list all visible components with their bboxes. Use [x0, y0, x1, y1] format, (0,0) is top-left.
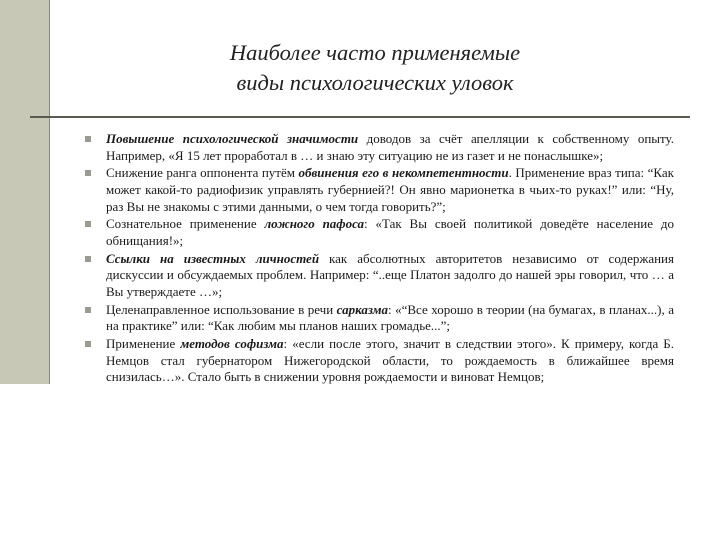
bullet-emphasis: ложного пафоса	[264, 216, 365, 232]
bullet-item	[84, 216, 674, 249]
bullet-emphasis: сарказма	[336, 301, 389, 317]
bullet-text: : «“Все хорошо в теории (на бумагах, в планах...), а на практике” или: “Как любим мы планов наших громадье...”;	[106, 301, 674, 334]
bullet-item	[84, 251, 674, 301]
title-divider	[30, 116, 690, 118]
slide-title	[140, 38, 610, 98]
bullet-item	[84, 336, 674, 386]
bullet-list	[84, 131, 674, 387]
square-bullet-icon	[85, 221, 91, 227]
bullet-item	[84, 302, 674, 335]
bullet-text-pre: Применение	[106, 336, 181, 352]
bullet-text-pre: Снижение ранга оппонента путём	[106, 165, 299, 181]
square-bullet-icon	[85, 307, 91, 313]
side-decor-band	[0, 0, 49, 384]
square-bullet-icon	[85, 341, 91, 347]
bullet-emphasis: методов софизма	[180, 336, 284, 352]
bullet-text: как абсолютных авторитетов независимо от содержания дискуссии и обсуждаемых проблем. Например: “..еще Платон задолго до нашей эры говорил, что … а Вы утверждаете …»;	[106, 250, 674, 299]
bullet-text: : «Так Вы своей политикой доведёте население до обнищания!»;	[106, 216, 674, 248]
bullet-emphasis: обвинения его в некомпетентности	[298, 165, 509, 181]
bullet-emphasis: Повышение психологической значимости	[106, 131, 359, 146]
bullet-emphasis: Ссылки на известных личностей	[106, 250, 320, 266]
bullet-text: доводов за счёт апелляции к собственному опыту. Например, «Я 15 лет проработал в … и знаю эту ситуацию не из газет и не понаслышке»;	[106, 131, 675, 163]
square-bullet-icon	[85, 136, 91, 142]
title-line-1: Наиболее часто применяемые	[229, 40, 521, 65]
bullet-text-pre: Целенаправленное использование в речи	[106, 301, 337, 317]
bullet-text-pre: Сознательное применение	[106, 216, 265, 232]
square-bullet-icon	[85, 256, 91, 262]
title-line-2: виды психологических уловок	[236, 70, 514, 95]
bullet-text: : «если после этого, значит в следствии этого». К примеру, когда Б. Немцов стал губернатором Нижегородской области, то рождаемость в ближайшее время снизилась…». Стало быть в снижении уровня рождаемости и виноват Немцов;	[106, 336, 674, 385]
square-bullet-icon	[85, 170, 91, 176]
bullet-text: . Применение враз типа: “Как может какой-то радиофизик управлять губернией?! Он явно марионетка в чьих-то руках!” или: “Ну, раз Вы не знакомы с этими данными, о чем тогда говорить?”;	[106, 165, 674, 214]
side-decor-line	[49, 0, 50, 384]
bullet-item	[84, 131, 674, 164]
bullet-item	[84, 165, 674, 215]
